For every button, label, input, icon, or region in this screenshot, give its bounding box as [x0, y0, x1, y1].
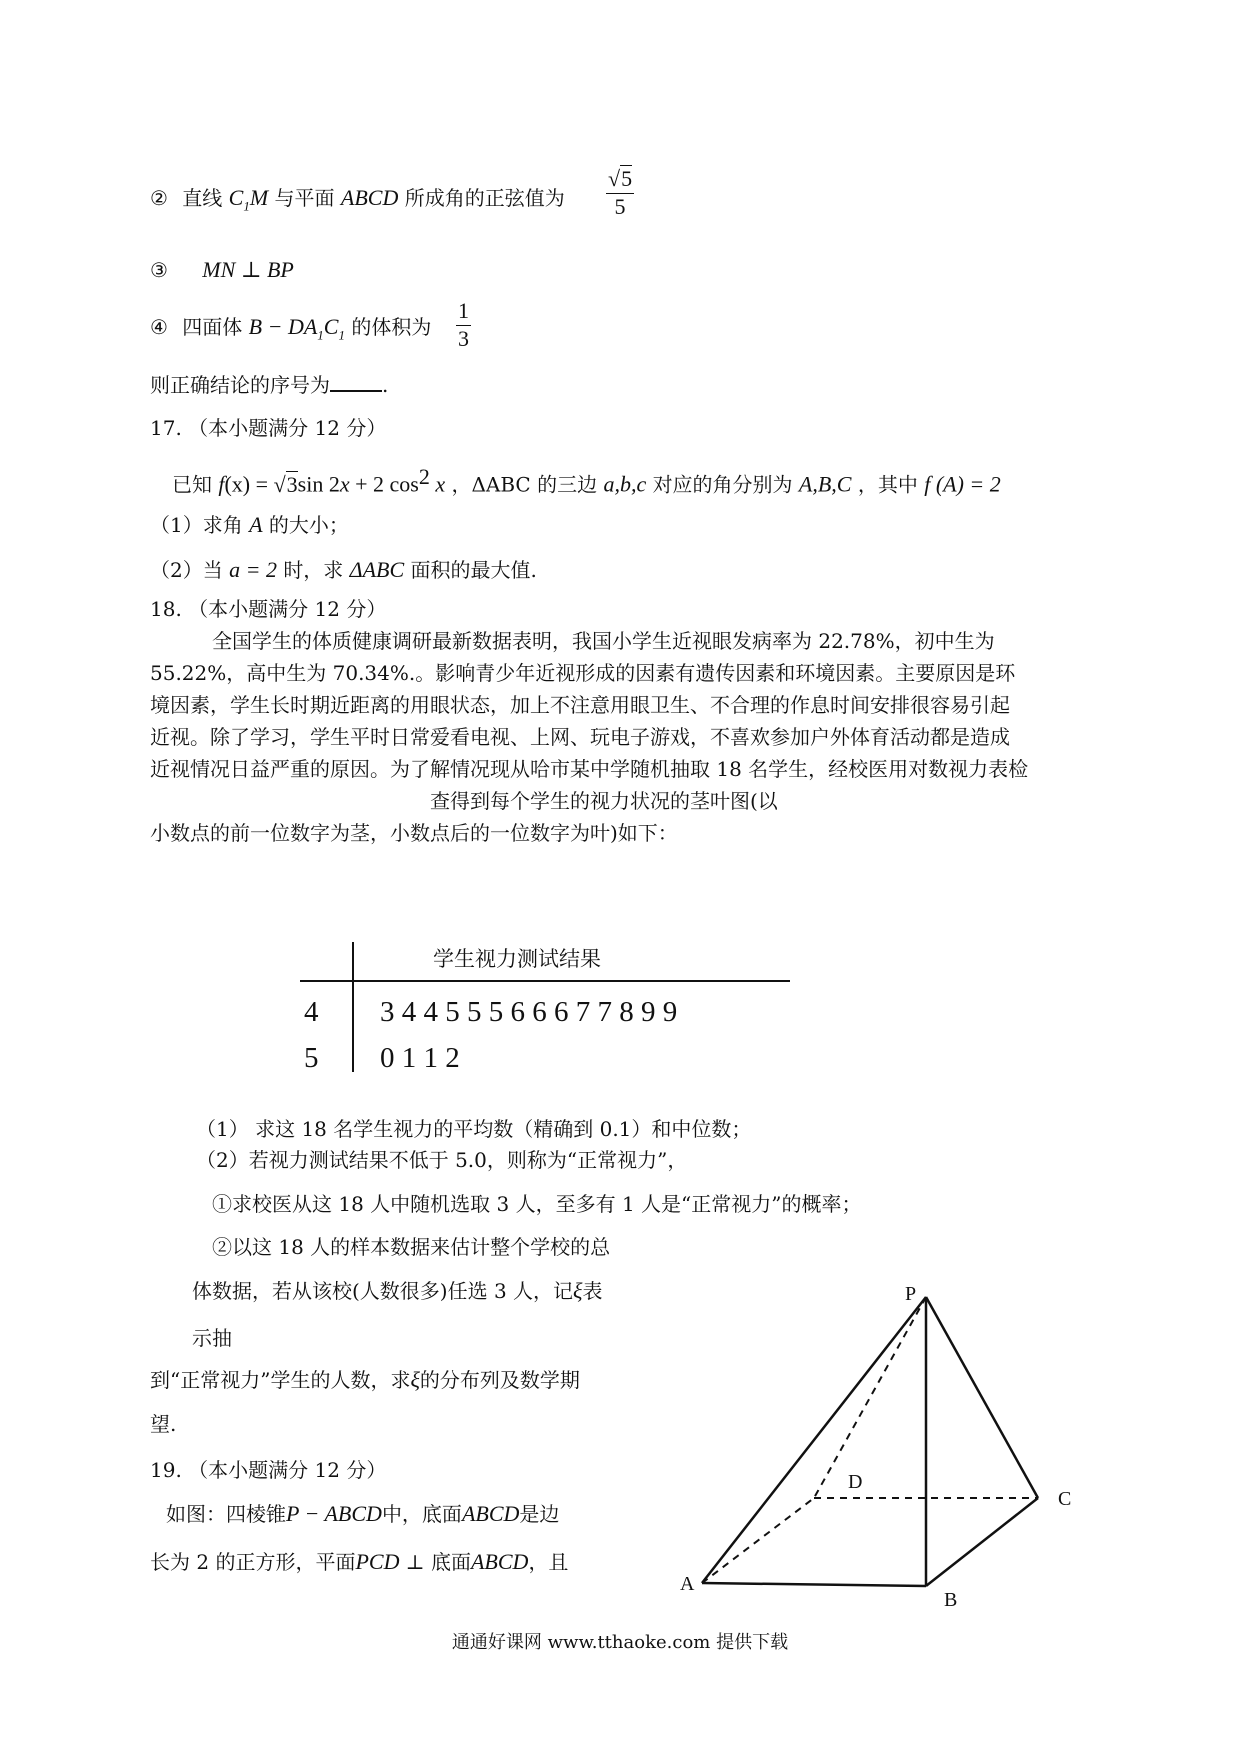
leaves-4: 3 4 4 5 5 5 6 6 6 7 7 8 9 9 — [380, 996, 678, 1028]
q18-para-2: 55.22%，高中生为 70.34%.。影响青少年近视形成的因素有遗传因素和环境因素。主要原因是环 — [150, 661, 1016, 685]
q18-sub-8: 望. — [150, 1412, 177, 1436]
item-2 — [150, 184, 565, 220]
q19-line-2: 长为 2 的正方形，平面PCD ⊥ 底面ABCD，且 — [150, 1549, 569, 1574]
item-4 — [150, 313, 431, 349]
item-3-marker: ③ — [150, 258, 168, 282]
q18-para-5: 近视情况日益严重的原因。为了解情况现从哈市某中学随机抽取 18 名学生，经校医用对数视力表检 — [150, 757, 1029, 781]
item-2-marker: ② — [150, 186, 168, 210]
q17-part-1: （1）求角 A 的大小； — [150, 512, 349, 537]
item-2-text-c: 所成角的正弦值为 — [404, 186, 565, 210]
stem-leaf-hline — [300, 980, 790, 982]
item-2-fraction: $\frac{√5}{5}$ — [608, 166, 633, 219]
q19-line-1: 如图：四棱锥P − ABCD中，底面ABCD是边 — [166, 1501, 560, 1526]
q18-sub-4: ②以这 18 人的样本数据来估计整个学校的总 — [212, 1235, 611, 1259]
q18-sub-3: ①求校医从这 18 人中随机选取 3 人，至多有 1 人是“正常视力”的概率； — [212, 1192, 862, 1216]
q17-part-2: （2）当 a = 2 时，求 ΔABC 面积的最大值. — [150, 557, 537, 582]
q18-sub-7: 到“正常视力”学生的人数，求ξ的分布列及数学期 — [150, 1367, 580, 1392]
stem-4: 4 — [304, 996, 319, 1028]
edge-PA — [702, 1297, 926, 1583]
answer-blank — [330, 370, 382, 392]
q18-para-4: 近视。除了学习，学生平时日常爱看电视、上网、玩电子游戏，不喜欢参加户外体育活动都是造成 — [150, 725, 1010, 749]
label-D: D — [848, 1471, 863, 1493]
label-C: C — [1058, 1488, 1072, 1510]
item-4-text-b: 的体积为 — [351, 315, 432, 339]
item-4-expr: $B - DA_1C_1$ — [248, 314, 345, 343]
edge-PD — [814, 1297, 926, 1498]
q17-given: 已知 f(x) = √3sin 2x + 2 $\cos^2 x$ ，ΔABC 的三边 a,b,c 对应的角分别为 A,B,C ，其中 f (A) = 2 — [172, 464, 1001, 497]
edge-AD — [702, 1498, 814, 1583]
q18-para-6: 查得到每个学生的视力状况的茎叶图(以 — [430, 789, 778, 813]
q18-sub-5: 体数据，若从该校(人数很多)任选 3 人，记ξ表 — [192, 1278, 603, 1303]
item-3-expr: MN ⊥ BP — [202, 257, 294, 282]
stem-5: 5 — [304, 1042, 319, 1074]
item-3 — [150, 256, 294, 284]
label-P: P — [905, 1283, 917, 1305]
q18-sub-6: 示抽 — [192, 1326, 232, 1350]
edge-PC — [926, 1297, 1038, 1498]
q18-para-1: 全国学生的体质健康调研最新数据表明，我国小学生近视眼发病率为 22.78%，初中生为 — [212, 629, 995, 653]
label-B: B — [944, 1589, 958, 1611]
item-4-marker: ④ — [150, 315, 168, 339]
q18-para-3: 境因素，学生长时期近距离的用眼状态，加上不注意用眼卫生、不合理的作息时间安排很容易引起 — [150, 693, 1010, 717]
footer-source: 通通好课网 www.tthaoke.com 提供下载 — [451, 1632, 789, 1653]
answer-line: 则正确结论的序号为 . — [150, 370, 388, 399]
q19-header: 19. （本小题满分 12 分） — [150, 1458, 387, 1482]
item-4-text-a: 四面体 — [182, 315, 243, 339]
edge-AB — [702, 1583, 926, 1586]
label-A: A — [680, 1573, 695, 1595]
q18-sub-1: （1） 求这 18 名学生视力的平均数（精确到 0.1）和中位数； — [196, 1117, 752, 1141]
item-2-text-b: 与平面 — [274, 186, 335, 210]
edge-BC — [926, 1498, 1038, 1586]
item-4-fraction: $\frac{1}{3}$ — [458, 298, 469, 351]
stem-leaf-vline — [352, 942, 354, 1072]
leaves-5: 0 1 1 2 — [380, 1042, 460, 1074]
q17-header: 17. （本小题满分 12 分） — [150, 416, 387, 440]
q18-sub-2: （2）若视力测试结果不低于 5.0，则称为“正常视力”， — [196, 1148, 688, 1172]
stem-leaf-title: 学生视力测试结果 — [433, 947, 601, 971]
q18-header: 18. （本小题满分 12 分） — [150, 597, 387, 621]
item-2-c1m: $C_1M$ — [228, 185, 269, 214]
item-2-plane: ABCD — [340, 185, 399, 210]
q18-para-7: 小数点的前一位数字为茎，小数点后的一位数字为叶)如下： — [150, 821, 678, 845]
item-2-text-a: 直线 — [182, 186, 223, 210]
